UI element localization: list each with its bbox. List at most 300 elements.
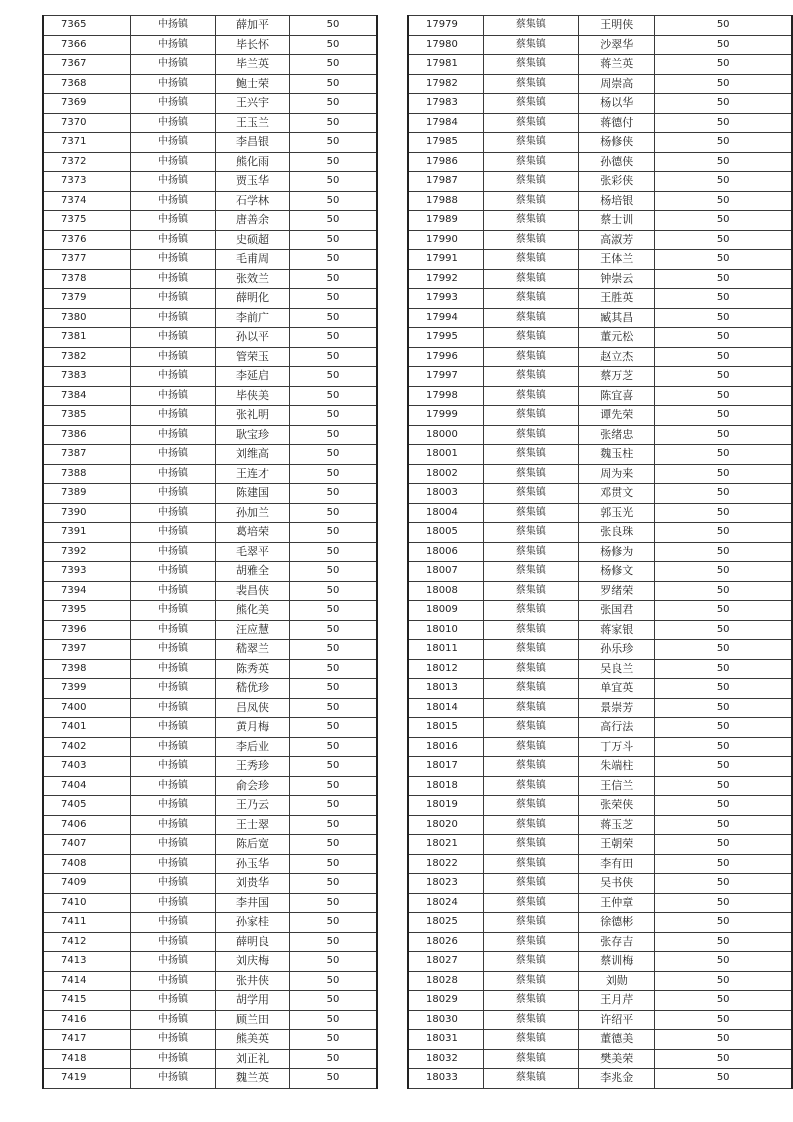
table-row — [408, 1010, 792, 1030]
serial-number-cell: 18002 — [408, 464, 483, 484]
amount-cell: 50 — [290, 484, 378, 504]
table-row — [43, 74, 377, 94]
serial-number-cell: 17994 — [408, 308, 483, 328]
name-cell: 周为来 — [579, 464, 655, 484]
town-cell: 中扬镇 — [131, 347, 216, 367]
town-cell: 中扬镇 — [131, 874, 216, 894]
table-row — [408, 1069, 792, 1089]
table-row — [43, 952, 377, 972]
serial-number-cell: 18031 — [408, 1030, 483, 1050]
amount-cell: 50 — [655, 230, 792, 250]
table-row — [408, 971, 792, 991]
amount-cell: 50 — [655, 952, 792, 972]
table-row — [43, 16, 377, 36]
table-row — [43, 269, 377, 289]
town-cell: 中扬镇 — [131, 152, 216, 172]
amount-cell: 50 — [655, 503, 792, 523]
amount-cell: 50 — [290, 523, 378, 543]
name-cell: 毕兰英 — [216, 55, 290, 75]
serial-number-cell: 18016 — [408, 737, 483, 757]
name-cell: 王乃云 — [216, 796, 290, 816]
town-cell: 中扬镇 — [131, 932, 216, 952]
serial-number-cell: 7389 — [43, 484, 131, 504]
name-cell: 顾兰田 — [216, 1010, 290, 1030]
serial-number-cell: 17986 — [408, 152, 483, 172]
table-row — [43, 503, 377, 523]
town-cell: 蔡集镇 — [483, 913, 579, 933]
town-cell: 中扬镇 — [131, 601, 216, 621]
name-cell: 蔡士训 — [579, 211, 655, 231]
name-cell: 杨修侠 — [579, 133, 655, 153]
table-row — [408, 113, 792, 133]
table-row — [408, 718, 792, 738]
table-row — [43, 328, 377, 348]
amount-cell: 50 — [655, 464, 792, 484]
serial-number-cell: 7367 — [43, 55, 131, 75]
serial-number-cell: 18021 — [408, 835, 483, 855]
serial-number-cell: 17988 — [408, 191, 483, 211]
amount-cell: 50 — [655, 152, 792, 172]
name-cell: 樊美荣 — [579, 1049, 655, 1069]
town-cell: 蔡集镇 — [483, 172, 579, 192]
table-row — [408, 191, 792, 211]
table-row — [43, 679, 377, 699]
serial-number-cell: 18030 — [408, 1010, 483, 1030]
town-cell: 蔡集镇 — [483, 757, 579, 777]
table-row — [43, 1069, 377, 1089]
name-cell: 刘维高 — [216, 445, 290, 465]
serial-number-cell: 7417 — [43, 1030, 131, 1050]
name-cell: 史硕超 — [216, 230, 290, 250]
amount-cell: 50 — [655, 854, 792, 874]
table-row — [408, 503, 792, 523]
name-cell: 陈建国 — [216, 484, 290, 504]
name-cell: 丁万斗 — [579, 737, 655, 757]
name-cell: 郭玉光 — [579, 503, 655, 523]
table-row — [43, 289, 377, 309]
name-cell: 王士翠 — [216, 815, 290, 835]
serial-number-cell: 17998 — [408, 386, 483, 406]
amount-cell: 50 — [655, 308, 792, 328]
name-cell: 蒋家银 — [579, 620, 655, 640]
serial-number-cell: 17985 — [408, 133, 483, 153]
table-row — [408, 737, 792, 757]
serial-number-cell: 18007 — [408, 562, 483, 582]
town-cell: 蔡集镇 — [483, 640, 579, 660]
serial-number-cell: 17993 — [408, 289, 483, 309]
town-cell: 蔡集镇 — [483, 796, 579, 816]
name-cell: 杨以华 — [579, 94, 655, 114]
table-row — [408, 230, 792, 250]
table-row — [43, 542, 377, 562]
town-cell: 中扬镇 — [131, 542, 216, 562]
town-cell: 中扬镇 — [131, 269, 216, 289]
name-cell: 陈秀英 — [216, 659, 290, 679]
town-cell: 中扬镇 — [131, 35, 216, 55]
serial-number-cell: 7395 — [43, 601, 131, 621]
table-row — [43, 113, 377, 133]
name-cell: 钟崇云 — [579, 269, 655, 289]
serial-number-cell: 7369 — [43, 94, 131, 114]
serial-number-cell: 7387 — [43, 445, 131, 465]
town-cell: 蔡集镇 — [483, 211, 579, 231]
amount-cell: 50 — [655, 542, 792, 562]
serial-number-cell: 18019 — [408, 796, 483, 816]
table-row — [43, 191, 377, 211]
town-cell: 中扬镇 — [131, 523, 216, 543]
name-cell: 张荣侠 — [579, 796, 655, 816]
amount-cell: 50 — [655, 16, 792, 36]
serial-number-cell: 17987 — [408, 172, 483, 192]
name-cell: 俞会珍 — [216, 776, 290, 796]
amount-cell: 50 — [655, 347, 792, 367]
serial-number-cell: 18003 — [408, 484, 483, 504]
table-row — [408, 347, 792, 367]
town-cell: 中扬镇 — [131, 191, 216, 211]
table-row — [43, 640, 377, 660]
serial-number-cell: 7375 — [43, 211, 131, 231]
town-cell: 中扬镇 — [131, 737, 216, 757]
table-row — [408, 815, 792, 835]
amount-cell: 50 — [290, 620, 378, 640]
name-cell: 杨修文 — [579, 562, 655, 582]
table-row — [408, 74, 792, 94]
name-cell: 熊化美 — [216, 601, 290, 621]
town-cell: 蔡集镇 — [483, 854, 579, 874]
name-cell: 陈后宽 — [216, 835, 290, 855]
serial-number-cell: 7413 — [43, 952, 131, 972]
town-cell: 蔡集镇 — [483, 1069, 579, 1089]
name-cell: 孙家桂 — [216, 913, 290, 933]
table-row — [408, 1030, 792, 1050]
name-cell: 张彩侠 — [579, 172, 655, 192]
name-cell: 鲍士荣 — [216, 74, 290, 94]
table-row — [43, 757, 377, 777]
amount-cell: 50 — [290, 640, 378, 660]
town-cell: 中扬镇 — [131, 952, 216, 972]
table-row — [408, 172, 792, 192]
serial-number-cell: 18026 — [408, 932, 483, 952]
name-cell: 贾玉华 — [216, 172, 290, 192]
town-cell: 蔡集镇 — [483, 815, 579, 835]
amount-cell: 50 — [290, 562, 378, 582]
town-cell: 蔡集镇 — [483, 35, 579, 55]
table-row — [408, 620, 792, 640]
amount-cell: 50 — [290, 1069, 378, 1089]
town-cell: 蔡集镇 — [483, 601, 579, 621]
amount-cell: 50 — [290, 952, 378, 972]
table-row — [43, 776, 377, 796]
town-cell: 蔡集镇 — [483, 289, 579, 309]
serial-number-cell: 7379 — [43, 289, 131, 309]
serial-number-cell: 17997 — [408, 367, 483, 387]
name-cell: 孙乐珍 — [579, 640, 655, 660]
name-cell: 薛明化 — [216, 289, 290, 309]
amount-cell: 50 — [290, 718, 378, 738]
town-cell: 中扬镇 — [131, 425, 216, 445]
amount-cell: 50 — [290, 35, 378, 55]
serial-number-cell: 17980 — [408, 35, 483, 55]
table-row — [43, 94, 377, 114]
serial-number-cell: 18029 — [408, 991, 483, 1011]
amount-cell: 50 — [290, 835, 378, 855]
amount-cell: 50 — [655, 289, 792, 309]
name-cell: 汪应慧 — [216, 620, 290, 640]
serial-number-cell: 7390 — [43, 503, 131, 523]
table-row — [408, 152, 792, 172]
table-row — [43, 835, 377, 855]
town-cell: 中扬镇 — [131, 854, 216, 874]
serial-number-cell: 7370 — [43, 113, 131, 133]
town-cell: 蔡集镇 — [483, 386, 579, 406]
name-cell: 李延启 — [216, 367, 290, 387]
amount-cell: 50 — [290, 1030, 378, 1050]
town-cell: 中扬镇 — [131, 991, 216, 1011]
amount-cell: 50 — [290, 152, 378, 172]
name-cell: 毛翠平 — [216, 542, 290, 562]
amount-cell: 50 — [290, 601, 378, 621]
town-cell: 蔡集镇 — [483, 16, 579, 36]
serial-number-cell: 7401 — [43, 718, 131, 738]
amount-cell: 50 — [655, 698, 792, 718]
town-cell: 蔡集镇 — [483, 347, 579, 367]
amount-cell: 50 — [655, 484, 792, 504]
name-cell: 管荣玉 — [216, 347, 290, 367]
name-cell: 蒋玉芝 — [579, 815, 655, 835]
serial-number-cell: 7377 — [43, 250, 131, 270]
name-cell: 毛甫周 — [216, 250, 290, 270]
serial-number-cell: 17999 — [408, 406, 483, 426]
serial-number-cell: 7418 — [43, 1049, 131, 1069]
amount-cell: 50 — [655, 796, 792, 816]
name-cell: 李前广 — [216, 308, 290, 328]
town-cell: 中扬镇 — [131, 1030, 216, 1050]
amount-cell: 50 — [655, 718, 792, 738]
serial-number-cell: 7402 — [43, 737, 131, 757]
amount-cell: 50 — [655, 659, 792, 679]
name-cell: 蒋兰英 — [579, 55, 655, 75]
table-row — [43, 581, 377, 601]
table-row — [43, 1049, 377, 1069]
amount-cell: 50 — [290, 815, 378, 835]
town-cell: 蔡集镇 — [483, 113, 579, 133]
town-cell: 中扬镇 — [131, 1010, 216, 1030]
town-cell: 蔡集镇 — [483, 484, 579, 504]
serial-number-cell: 7397 — [43, 640, 131, 660]
town-cell: 蔡集镇 — [483, 1010, 579, 1030]
amount-cell: 50 — [290, 269, 378, 289]
serial-number-cell: 18032 — [408, 1049, 483, 1069]
town-cell: 蔡集镇 — [483, 133, 579, 153]
table-row — [408, 35, 792, 55]
serial-number-cell: 17979 — [408, 16, 483, 36]
amount-cell: 50 — [655, 835, 792, 855]
name-cell: 高行法 — [579, 718, 655, 738]
town-cell: 中扬镇 — [131, 94, 216, 114]
name-cell: 胡雅全 — [216, 562, 290, 582]
serial-number-cell: 7374 — [43, 191, 131, 211]
name-cell: 黄月梅 — [216, 718, 290, 738]
amount-cell: 50 — [655, 55, 792, 75]
name-cell: 熊美英 — [216, 1030, 290, 1050]
amount-cell: 50 — [655, 601, 792, 621]
name-cell: 沙翠华 — [579, 35, 655, 55]
table-row — [43, 347, 377, 367]
table-row — [408, 406, 792, 426]
town-cell: 蔡集镇 — [483, 991, 579, 1011]
amount-cell: 50 — [290, 74, 378, 94]
town-cell: 中扬镇 — [131, 367, 216, 387]
name-cell: 王兴宇 — [216, 94, 290, 114]
name-cell: 蔡万芝 — [579, 367, 655, 387]
name-cell: 葛培荣 — [216, 523, 290, 543]
table-row — [43, 35, 377, 55]
amount-cell: 50 — [290, 230, 378, 250]
town-cell: 中扬镇 — [131, 503, 216, 523]
amount-cell: 50 — [655, 172, 792, 192]
name-cell: 张绪忠 — [579, 425, 655, 445]
table-row — [408, 913, 792, 933]
table-row — [408, 464, 792, 484]
amount-cell: 50 — [290, 289, 378, 309]
town-cell: 中扬镇 — [131, 640, 216, 660]
town-cell: 蔡集镇 — [483, 503, 579, 523]
table-row — [43, 854, 377, 874]
town-cell: 中扬镇 — [131, 1069, 216, 1089]
serial-number-cell: 7398 — [43, 659, 131, 679]
amount-cell: 50 — [290, 698, 378, 718]
town-cell: 中扬镇 — [131, 835, 216, 855]
amount-cell: 50 — [290, 1049, 378, 1069]
name-cell: 熊化雨 — [216, 152, 290, 172]
serial-number-cell: 18022 — [408, 854, 483, 874]
table-row — [43, 1010, 377, 1030]
town-cell: 中扬镇 — [131, 406, 216, 426]
serial-number-cell: 18011 — [408, 640, 483, 660]
table-row — [408, 269, 792, 289]
serial-number-cell: 17981 — [408, 55, 483, 75]
name-cell: 李昌银 — [216, 133, 290, 153]
amount-cell: 50 — [655, 893, 792, 913]
amount-cell: 50 — [290, 55, 378, 75]
table-body-left — [43, 16, 377, 1089]
town-cell: 蔡集镇 — [483, 952, 579, 972]
name-cell: 朱端柱 — [579, 757, 655, 777]
name-cell: 王朝荣 — [579, 835, 655, 855]
town-cell: 中扬镇 — [131, 445, 216, 465]
serial-number-cell: 17982 — [408, 74, 483, 94]
serial-number-cell: 18023 — [408, 874, 483, 894]
table-row — [43, 874, 377, 894]
name-cell: 唐善余 — [216, 211, 290, 231]
amount-cell: 50 — [290, 971, 378, 991]
name-cell: 吴良兰 — [579, 659, 655, 679]
table-row — [408, 542, 792, 562]
amount-cell: 50 — [290, 308, 378, 328]
serial-number-cell: 18017 — [408, 757, 483, 777]
town-cell: 中扬镇 — [131, 659, 216, 679]
town-cell: 中扬镇 — [131, 484, 216, 504]
serial-number-cell: 18033 — [408, 1069, 483, 1089]
table-right — [407, 15, 793, 1089]
name-cell: 孙以平 — [216, 328, 290, 348]
amount-cell: 50 — [290, 16, 378, 36]
name-cell: 王月芹 — [579, 991, 655, 1011]
name-cell: 王明侠 — [579, 16, 655, 36]
town-cell: 中扬镇 — [131, 679, 216, 699]
amount-cell: 50 — [655, 94, 792, 114]
serial-number-cell: 18024 — [408, 893, 483, 913]
amount-cell: 50 — [655, 191, 792, 211]
amount-cell: 50 — [290, 445, 378, 465]
name-cell: 蒋德付 — [579, 113, 655, 133]
amount-cell: 50 — [655, 620, 792, 640]
table-row — [43, 737, 377, 757]
table-row — [408, 776, 792, 796]
amount-cell: 50 — [290, 406, 378, 426]
serial-number-cell: 7366 — [43, 35, 131, 55]
serial-number-cell: 17990 — [408, 230, 483, 250]
amount-cell: 50 — [290, 425, 378, 445]
name-cell: 陈宜喜 — [579, 386, 655, 406]
name-cell: 胡学用 — [216, 991, 290, 1011]
amount-cell: 50 — [655, 737, 792, 757]
table-row — [408, 250, 792, 270]
table-row — [43, 620, 377, 640]
table-row — [408, 425, 792, 445]
name-cell: 毕侠美 — [216, 386, 290, 406]
name-cell: 王体兰 — [579, 250, 655, 270]
amount-cell: 50 — [290, 991, 378, 1011]
table-row — [43, 698, 377, 718]
name-cell: 臧其昌 — [579, 308, 655, 328]
table-row — [43, 932, 377, 952]
serial-number-cell: 7406 — [43, 815, 131, 835]
name-cell: 魏玉柱 — [579, 445, 655, 465]
serial-number-cell: 7409 — [43, 874, 131, 894]
amount-cell: 50 — [290, 932, 378, 952]
table-row — [43, 211, 377, 231]
town-cell: 中扬镇 — [131, 172, 216, 192]
town-cell: 蔡集镇 — [483, 367, 579, 387]
name-cell: 杨培银 — [579, 191, 655, 211]
amount-cell: 50 — [290, 464, 378, 484]
serial-number-cell: 18014 — [408, 698, 483, 718]
amount-cell: 50 — [655, 932, 792, 952]
serial-number-cell: 7404 — [43, 776, 131, 796]
amount-cell: 50 — [655, 74, 792, 94]
serial-number-cell: 7396 — [43, 620, 131, 640]
name-cell: 李兆金 — [579, 1069, 655, 1089]
amount-cell: 50 — [655, 406, 792, 426]
town-cell: 中扬镇 — [131, 776, 216, 796]
table-row — [43, 991, 377, 1011]
town-cell: 蔡集镇 — [483, 835, 579, 855]
table-row — [43, 55, 377, 75]
amount-cell: 50 — [655, 1069, 792, 1089]
serial-number-cell: 18027 — [408, 952, 483, 972]
amount-cell: 50 — [290, 113, 378, 133]
amount-cell: 50 — [290, 191, 378, 211]
town-cell: 蔡集镇 — [483, 308, 579, 328]
table-row — [408, 1049, 792, 1069]
town-cell: 中扬镇 — [131, 757, 216, 777]
name-cell: 石学林 — [216, 191, 290, 211]
serial-number-cell: 7384 — [43, 386, 131, 406]
name-cell: 邓贯文 — [579, 484, 655, 504]
amount-cell: 50 — [290, 659, 378, 679]
table-row — [43, 601, 377, 621]
